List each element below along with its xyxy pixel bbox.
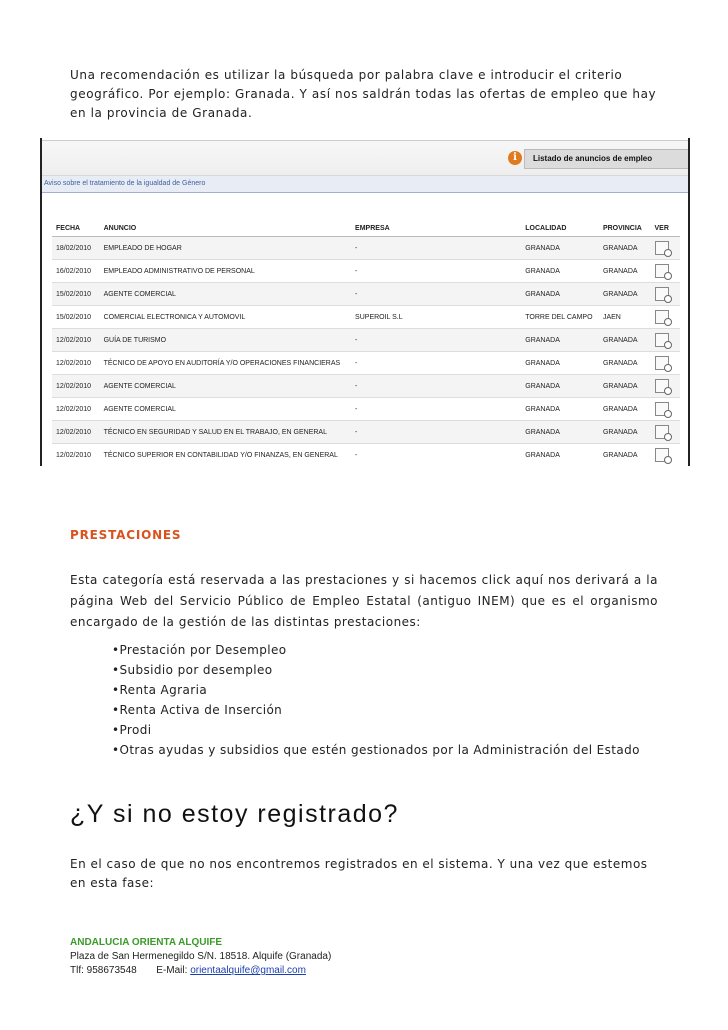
footer-phone: Tlf: 958673548 — [70, 965, 137, 976]
column-header: LOCALIDAD — [521, 220, 599, 237]
table-cell: 16/02/2010 — [52, 260, 100, 283]
table-cell: GRANADA — [521, 375, 599, 398]
table-cell: 18/02/2010 — [52, 237, 100, 260]
column-header: FECHA — [52, 220, 100, 237]
table-cell: TÉCNICO EN SEGURIDAD Y SALUD EN EL TRABAJO, EN GENERAL — [100, 421, 351, 444]
footer — [70, 936, 470, 978]
table-cell: GRANADA — [521, 421, 599, 444]
table-row[interactable] — [52, 352, 680, 375]
jobs-table — [52, 220, 680, 466]
ver-cell[interactable] — [651, 444, 681, 466]
table-row[interactable] — [52, 237, 680, 260]
ver-cell[interactable] — [651, 237, 681, 260]
table-cell: 12/02/2010 — [52, 375, 100, 398]
footer-contact — [70, 964, 470, 978]
table-cell: GRANADA — [521, 260, 599, 283]
table-cell: GRANADA — [599, 283, 651, 306]
job-listing-screenshot — [40, 138, 690, 466]
column-header: PROVINCIA — [599, 220, 651, 237]
table-cell: AGENTE COMERCIAL — [100, 375, 351, 398]
view-document-icon[interactable] — [655, 356, 669, 370]
table-cell: - — [351, 375, 521, 398]
table-cell: TÉCNICO DE APOYO EN AUDITORÍA Y/O OPERACIONES FINANCIERAS — [100, 352, 351, 375]
table-row[interactable] — [52, 421, 680, 444]
footer-address: Plaza de San Hermenegildo S/N. 18518. Alquife (Granada) — [70, 951, 332, 962]
list-item: • Otras ayudas y subsidios que estén gestionados por la Administración del Estado — [112, 740, 640, 760]
table-cell: 15/02/2010 — [52, 306, 100, 329]
table-cell: 15/02/2010 — [52, 283, 100, 306]
column-header: EMPRESA — [351, 220, 521, 237]
column-header: ANUNCIO — [100, 220, 351, 237]
column-header: VER — [651, 220, 681, 237]
footer-email-link[interactable]: orientaalquife@gmail.com — [190, 965, 306, 976]
table-cell: - — [351, 237, 521, 260]
view-document-icon[interactable] — [655, 333, 669, 347]
ver-cell[interactable] — [651, 329, 681, 352]
view-document-icon[interactable] — [655, 425, 669, 439]
listing-header-bar — [42, 140, 688, 176]
table-cell: GRANADA — [599, 444, 651, 466]
table-cell: AGENTE COMERCIAL — [100, 398, 351, 421]
section-paragraph: Esta categoría está reservada a las prestaciones y si hacemos click aquí nos derivará a la página Web del Servicio Público de Empleo Estatal (antiguo INEM) que es el organismo encargado de la gestión de las distintas prestaciones: — [70, 573, 658, 629]
table-cell: GRANADA — [599, 260, 651, 283]
list-item: • Prestación por Desempleo — [112, 640, 640, 660]
table-cell: 12/02/2010 — [52, 444, 100, 466]
view-document-icon[interactable] — [655, 241, 669, 255]
view-document-icon[interactable] — [655, 379, 669, 393]
table-cell: SUPEROIL S.L — [351, 306, 521, 329]
footer-email-label: E-Mail: — [156, 965, 188, 976]
ver-cell[interactable] — [651, 352, 681, 375]
heading-registrado: ¿Y si no estoy registrado? — [70, 800, 399, 828]
table-cell: GRANADA — [599, 329, 651, 352]
table-cell: 12/02/2010 — [52, 329, 100, 352]
view-document-icon[interactable] — [655, 264, 669, 278]
intro-paragraph: Una recomendación es utilizar la búsqueda por palabra clave e introducir el criterio geográfico. Por ejemplo: Granada. Y así nos saldrán todas las ofertas de empleo que hay en la provincia de Granada. — [70, 68, 657, 120]
table-cell: GUÍA DE TURISMO — [100, 329, 351, 352]
ver-cell[interactable] — [651, 398, 681, 421]
table-cell: GRANADA — [521, 329, 599, 352]
table-cell: - — [351, 260, 521, 283]
table-cell: GRANADA — [521, 237, 599, 260]
table-row[interactable] — [52, 283, 680, 306]
view-document-icon[interactable] — [655, 310, 669, 324]
table-cell: GRANADA — [599, 421, 651, 444]
aviso-link[interactable]: Aviso sobre el tratamiento de la igualdad de Género — [42, 176, 688, 193]
ver-cell[interactable] — [651, 306, 681, 329]
table-row[interactable] — [52, 329, 680, 352]
table-cell: GRANADA — [599, 375, 651, 398]
table-cell: - — [351, 329, 521, 352]
table-cell: GRANADA — [521, 352, 599, 375]
footer-org: ANDALUCIA ORIENTA ALQUIFE — [70, 937, 223, 948]
ver-cell[interactable] — [651, 283, 681, 306]
table-cell: GRANADA — [599, 237, 651, 260]
table-cell: - — [351, 444, 521, 466]
table-cell: GRANADA — [521, 283, 599, 306]
registrado-paragraph: En el caso de que no nos encontremos registrados en el sistema. Y una vez que estemos en esta fase: — [70, 857, 648, 890]
view-document-icon[interactable] — [655, 448, 669, 462]
table-cell: - — [351, 283, 521, 306]
table-header-row — [52, 220, 680, 237]
view-document-icon[interactable] — [655, 287, 669, 301]
table-row[interactable] — [52, 444, 680, 466]
listing-tab[interactable]: Listado de anuncios de empleo — [524, 149, 690, 169]
table-cell: AGENTE COMERCIAL — [100, 283, 351, 306]
table-cell: TORRE DEL CAMPO — [521, 306, 599, 329]
table-row[interactable] — [52, 398, 680, 421]
table-cell: GRANADA — [521, 444, 599, 466]
list-item: • Subsidio por desempleo — [112, 660, 640, 680]
table-cell: COMERCIAL ELECTRONICA Y AUTOMOVIL — [100, 306, 351, 329]
table-cell: - — [351, 421, 521, 444]
table-cell: - — [351, 398, 521, 421]
section-title: PRESTACIONES — [70, 528, 182, 542]
table-cell: GRANADA — [521, 398, 599, 421]
list-item: • Renta Agraria — [112, 680, 640, 700]
table-cell: TÉCNICO SUPERIOR EN CONTABILIDAD Y/O FINANZAS, EN GENERAL — [100, 444, 351, 466]
list-item: • Prodi — [112, 720, 640, 740]
table-row[interactable] — [52, 375, 680, 398]
table-row[interactable] — [52, 260, 680, 283]
prestaciones-list — [112, 640, 640, 760]
ver-cell[interactable] — [651, 260, 681, 283]
info-icon: i — [508, 151, 522, 165]
list-item: • Renta Activa de Inserción — [112, 700, 640, 720]
table-cell: GRANADA — [599, 352, 651, 375]
ver-cell[interactable] — [651, 375, 681, 398]
table-cell: JAEN — [599, 306, 651, 329]
table-cell: GRANADA — [599, 398, 651, 421]
table-row[interactable] — [52, 306, 680, 329]
table-cell: EMPLEADO ADMINISTRATIVO DE PERSONAL — [100, 260, 351, 283]
table-cell: 12/02/2010 — [52, 421, 100, 444]
table-cell: - — [351, 352, 521, 375]
view-document-icon[interactable] — [655, 402, 669, 416]
table-cell: 12/02/2010 — [52, 352, 100, 375]
table-cell: 12/02/2010 — [52, 398, 100, 421]
table-cell: EMPLEADO DE HOGAR — [100, 237, 351, 260]
ver-cell[interactable] — [651, 421, 681, 444]
